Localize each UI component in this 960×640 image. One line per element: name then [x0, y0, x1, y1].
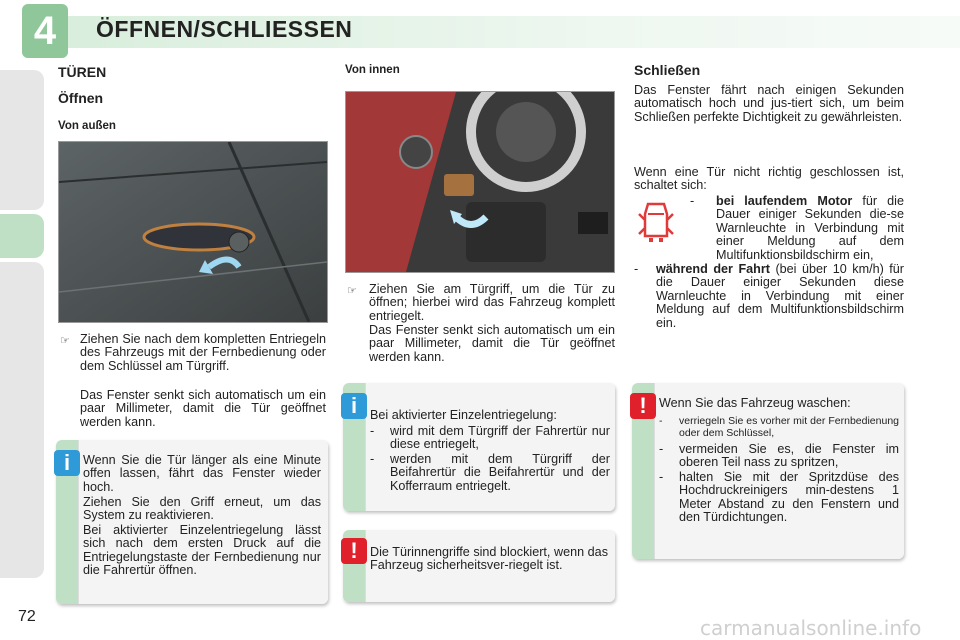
info-text: Bei aktivierter Einzelentriegelung lässt sich nach dem ersten Druck auf die Entriegelungstaste der Fernbedienung nur die Fahrertür öffnen.: [83, 523, 321, 578]
warning-icon: !: [341, 538, 367, 564]
heading-doors: TÜREN: [58, 64, 107, 80]
washing-item: - halten Sie mit der Spritzdüse des Hochdruckreinigers min-destens 1 Meter Abstand zu den Fenstern und den Türdichtungen.: [659, 470, 899, 525]
info-box-outside: [56, 440, 328, 604]
bullet-icon: ☞: [347, 285, 357, 297]
page-title: ÖFFNEN/SCHLIESSEN: [96, 16, 353, 42]
list-dash: -: [690, 194, 695, 208]
info-box-inside: [343, 383, 615, 511]
chapter-badge: 4: [22, 4, 68, 58]
bullet-icon: ☞: [60, 335, 70, 347]
door-open-warning-light-icon: [636, 200, 676, 244]
photo-exterior-door-handle: [58, 141, 328, 323]
while-driving-text: während der Fahrt (bei über 10 km/h) für die Dauer einiger Sekunden diese Warnleuchte in Verbindung mit einer Meldung auf dem Multifunktionsbildschirm ein.: [656, 262, 904, 330]
engine-running-text: bei laufendem Motor für die Dauer einiger Sekunden die-se Warnleuchte in Verbindung mit einer Meldung auf dem Multifunktionsbildschirm ein,: [716, 194, 904, 262]
inside-open-text: Ziehen Sie am Türgriff, um die Tür zu öffnen; hierbei wird das Fahrzeug komplett entriegelt.: [369, 282, 615, 323]
outside-open-text: Ziehen Sie nach dem kompletten Entriegeln des Fahrzeugs mit der Fernbedienung oder dem Schlüssel am Türgriff.: [80, 332, 326, 373]
side-tab: [0, 262, 44, 578]
warning-box-washing: [632, 383, 904, 559]
washing-item: - vermeiden Sie es, die Fenster im oberen Teil nass zu spritzen,: [659, 442, 899, 470]
heading-open: Öffnen: [58, 90, 104, 106]
heading-inside: Von innen: [345, 64, 400, 76]
door-open-text: Wenn eine Tür nicht richtig geschlossen ist, schaltet sich:: [634, 165, 904, 193]
page-number: 72: [18, 608, 36, 625]
watermark: carmanualsonline.info: [700, 616, 922, 640]
info-icon: i: [54, 450, 80, 476]
outside-window-text: Das Fenster senkt sich automatisch um ein paar Millimeter, damit die Tür geöffnet werden kann.: [80, 388, 326, 429]
info-list-item: - wird mit dem Türgriff der Fahrertür nur diese entriegelt,: [370, 424, 610, 452]
warning-text: Die Türinnengriffe sind blockiert, wenn das Fahrzeug sicherheitsver-riegelt ist.: [370, 545, 608, 573]
info-intro: Bei aktivierter Einzelentriegelung:: [370, 408, 557, 422]
info-list-item: - werden mit dem Türgriff der Beifahrertür die Beifahrertür und der Kofferraum entriegelt.: [370, 452, 610, 493]
heading-outside: Von außen: [58, 120, 116, 132]
side-tab: [0, 70, 44, 210]
heading-close: Schließen: [634, 62, 701, 78]
washing-intro: Wenn Sie das Fahrzeug waschen:: [659, 396, 851, 410]
info-icon: i: [341, 393, 367, 419]
list-dash: -: [634, 262, 639, 276]
info-text: Ziehen Sie den Griff erneut, um das System zu reaktivieren.: [83, 495, 321, 523]
close-text: Das Fenster fährt nach einigen Sekunden automatisch hoch und jus-tiert sich, um beim Schließen perfekte Dichtigkeit zu gewährleisten.: [634, 83, 904, 124]
side-tab-active: [0, 214, 44, 258]
warning-icon: !: [630, 393, 656, 419]
info-text: Wenn Sie die Tür länger als eine Minute offen lassen, fährt das Fenster wieder hoch.: [83, 453, 321, 494]
photo-interior-door-handle: [345, 91, 615, 273]
warning-box-inside: [343, 530, 615, 602]
washing-item: - verriegeln Sie es vorher mit der Fernbedienung oder dem Schlüssel,: [659, 415, 899, 439]
inside-window-text: Das Fenster senkt sich automatisch um ein paar Millimeter, damit die Tür geöffnet werden kann.: [369, 323, 615, 364]
